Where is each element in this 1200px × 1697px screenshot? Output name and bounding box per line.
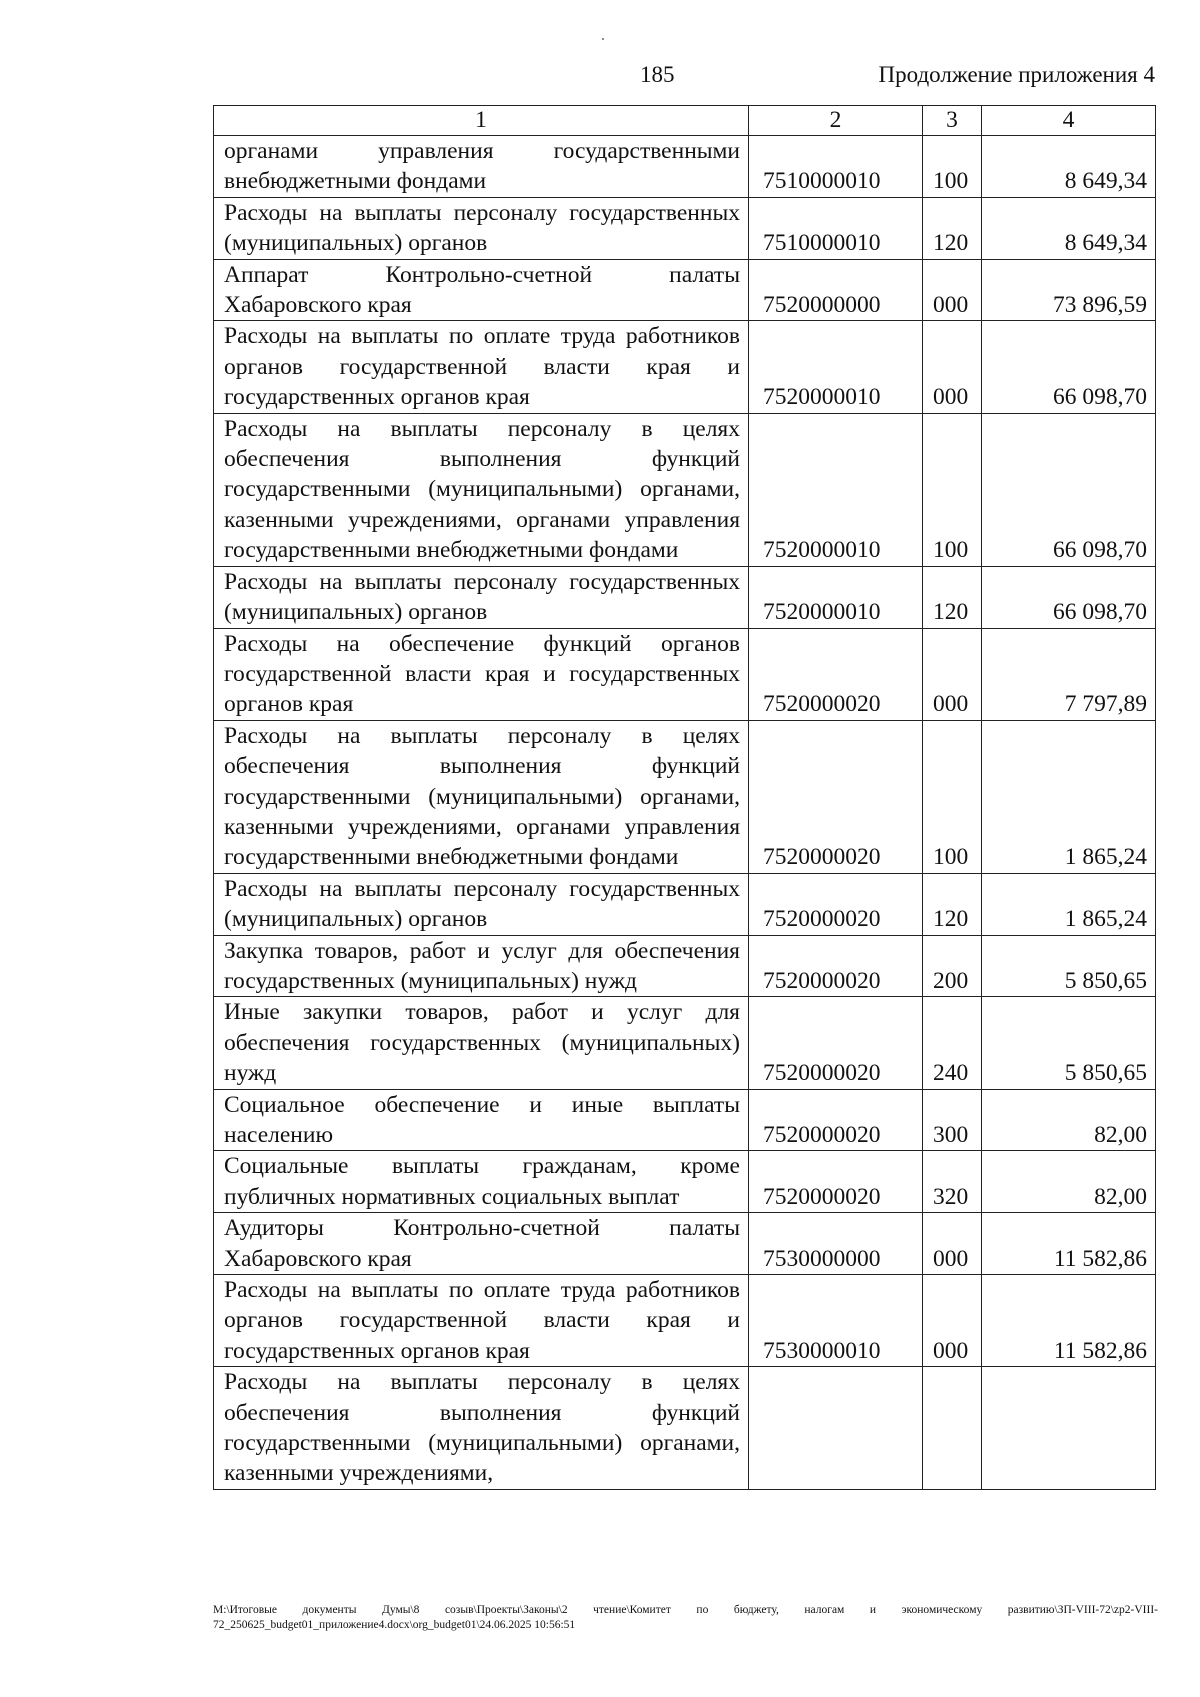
table-row	[214, 935, 1156, 997]
row-amount: 8 649,34	[982, 197, 1156, 259]
row-amount: 82,00	[982, 1089, 1156, 1151]
row-code: 7520000020	[749, 935, 923, 997]
row-code: 7520000020	[749, 997, 923, 1089]
row-type: 000	[923, 259, 982, 321]
table-row	[214, 1151, 1156, 1213]
row-description: Аппарат Контрольно-счетной палаты Хабаровского края	[214, 259, 749, 321]
row-description: Расходы на выплаты персоналу государственных (муниципальных) органов	[214, 197, 749, 259]
row-amount: 66 098,70	[982, 321, 1156, 413]
table-row	[214, 873, 1156, 935]
table-row	[214, 321, 1156, 413]
row-description: Расходы на выплаты персоналу в целях обеспечения выполнения функций государственными (муниципальными) органами, казенными учреждениями, органами управления государственными внебюджетными фондами	[214, 720, 749, 873]
row-description: Расходы на выплаты по оплате труда работников органов государственной власти края и государственных органов края	[214, 1275, 749, 1367]
row-description: Расходы на выплаты по оплате труда работников органов государственной власти края и государственных органов края	[214, 321, 749, 413]
row-amount: 5 850,65	[982, 935, 1156, 997]
table-row	[214, 1213, 1156, 1275]
row-description: Расходы на обеспечение функций органов государственной власти края и государственных органов края	[214, 628, 749, 720]
table-row	[214, 136, 1156, 198]
row-type: 240	[923, 997, 982, 1089]
row-description: Расходы на выплаты персоналу в целях обеспечения выполнения функций государственными (муниципальными) органами, казенными учреждениями,	[214, 1367, 749, 1490]
row-type	[923, 1367, 982, 1490]
table-row	[214, 197, 1156, 259]
table-row	[214, 1275, 1156, 1367]
row-description: Расходы на выплаты персоналу в целях обеспечения выполнения функций государственными (муниципальными) органами, казенными учреждениями, органами управления государственными внебюджетными фондами	[214, 413, 749, 566]
row-description: Закупка товаров, работ и услуг для обеспечения государственных (муниципальных) нужд	[214, 935, 749, 997]
scan-dot	[602, 38, 604, 40]
row-amount	[982, 1367, 1156, 1490]
row-code: 7520000020	[749, 1151, 923, 1213]
row-type: 100	[923, 720, 982, 873]
row-code: 7510000010	[749, 197, 923, 259]
row-amount: 11 582,86	[982, 1213, 1156, 1275]
table-row	[214, 413, 1156, 566]
table-row	[214, 566, 1156, 628]
document-path-footer: M:\Итоговые документы Думы\8 созыв\Проекты\Законы\2 чтение\Комитет по бюджету, налогам и экономическому развитию\ЗП-VIII-72\zp2-VIII-72_250625_budget01_приложение4.docx\org_budget01\24.06.2025 10:56:51	[213, 1604, 1158, 1631]
row-code: 7520000020	[749, 720, 923, 873]
row-type: 300	[923, 1089, 982, 1151]
row-amount: 5 850,65	[982, 997, 1156, 1089]
row-description: Иные закупки товаров, работ и услуг для обеспечения государственных (муниципальных) нужд	[214, 997, 749, 1089]
row-amount: 73 896,59	[982, 259, 1156, 321]
row-code: 7530000010	[749, 1275, 923, 1367]
row-code: 7510000010	[749, 136, 923, 198]
row-type: 200	[923, 935, 982, 997]
column-header-2: 2	[749, 106, 923, 136]
row-type: 120	[923, 197, 982, 259]
table-body	[214, 136, 1156, 1490]
row-amount: 7 797,89	[982, 628, 1156, 720]
row-code: 7520000010	[749, 566, 923, 628]
column-header-3: 3	[923, 106, 982, 136]
column-header-1: 1	[214, 106, 749, 136]
row-code: 7520000010	[749, 321, 923, 413]
row-description: Расходы на выплаты персоналу государственных (муниципальных) органов	[214, 566, 749, 628]
row-code: 7520000010	[749, 413, 923, 566]
row-type: 000	[923, 628, 982, 720]
table-row	[214, 1367, 1156, 1490]
row-description: Расходы на выплаты персоналу государственных (муниципальных) органов	[214, 873, 749, 935]
row-type: 100	[923, 413, 982, 566]
row-amount: 1 865,24	[982, 720, 1156, 873]
row-amount: 1 865,24	[982, 873, 1156, 935]
row-amount: 82,00	[982, 1151, 1156, 1213]
row-description: Аудиторы Контрольно-счетной палаты Хабаровского края	[214, 1213, 749, 1275]
table-row	[214, 628, 1156, 720]
row-amount: 8 649,34	[982, 136, 1156, 198]
table-header-row	[214, 106, 1156, 136]
row-code: 7520000020	[749, 1089, 923, 1151]
continuation-label: Продолжение приложения 4	[878, 62, 1155, 87]
row-description: Социальные выплаты гражданам, кроме публичных нормативных социальных выплат	[214, 1151, 749, 1213]
row-type: 320	[923, 1151, 982, 1213]
column-header-4: 4	[982, 106, 1156, 136]
row-amount: 66 098,70	[982, 566, 1156, 628]
row-type: 100	[923, 136, 982, 198]
row-type: 000	[923, 1275, 982, 1367]
row-type: 120	[923, 566, 982, 628]
table-row	[214, 259, 1156, 321]
row-code: 7520000020	[749, 628, 923, 720]
row-code: 7530000000	[749, 1213, 923, 1275]
row-amount: 11 582,86	[982, 1275, 1156, 1367]
row-amount: 66 098,70	[982, 413, 1156, 566]
table-row	[214, 720, 1156, 873]
row-code: 7520000000	[749, 259, 923, 321]
row-description: органами управления государственными внебюджетными фондами	[214, 136, 749, 198]
table-row	[214, 1089, 1156, 1151]
row-type: 000	[923, 321, 982, 413]
row-code	[749, 1367, 923, 1490]
row-code: 7520000020	[749, 873, 923, 935]
row-description: Социальное обеспечение и иные выплаты населению	[214, 1089, 749, 1151]
budget-table	[213, 105, 1156, 1490]
row-type: 000	[923, 1213, 982, 1275]
page-number: 185	[640, 62, 675, 87]
row-type: 120	[923, 873, 982, 935]
table-row	[214, 997, 1156, 1089]
